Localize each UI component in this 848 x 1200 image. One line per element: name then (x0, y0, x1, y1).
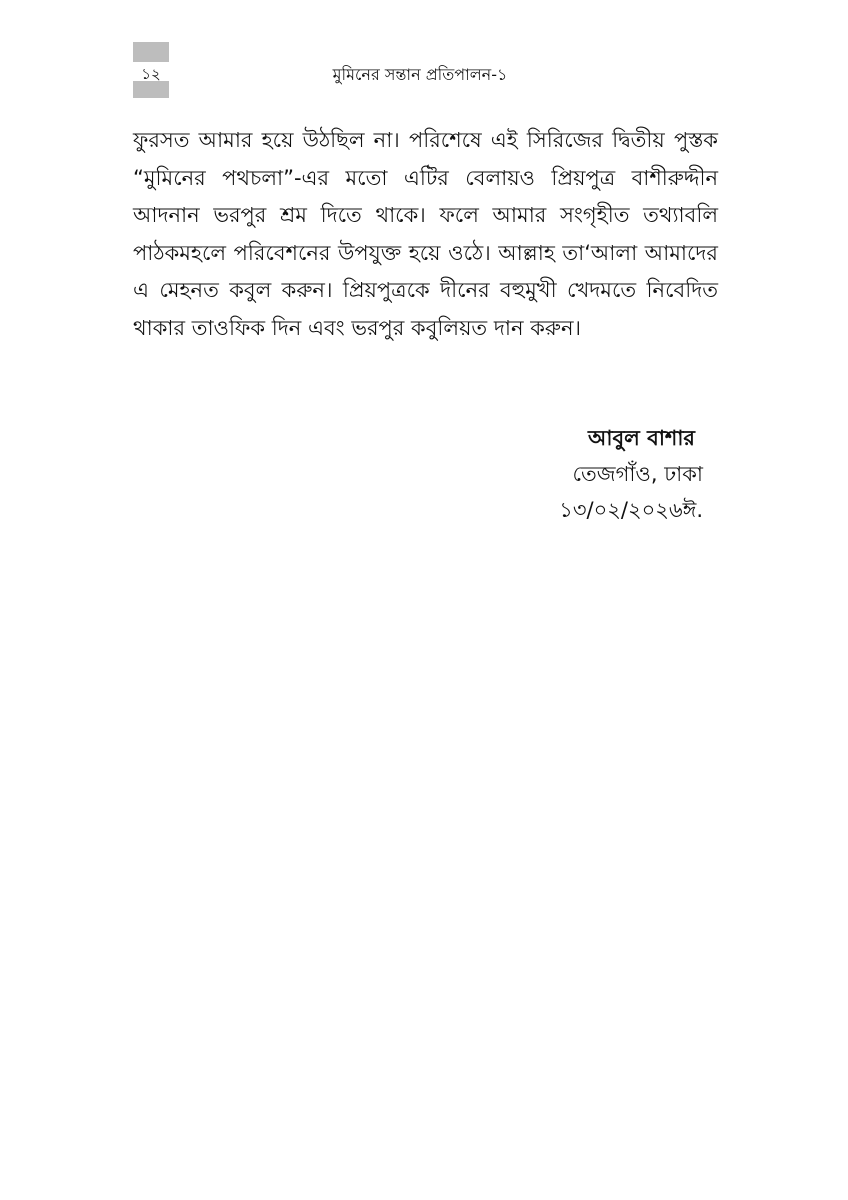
signature-author: আবুল বাশার (588, 426, 695, 450)
signature-date: ১৩/০২/২০২৬ঈ. (559, 498, 703, 522)
body-line: ফুরসত আমার হয়ে উঠছিল না। পরিশেষে এই সিরিজের দ্বিতীয় পুস্তক (133, 128, 718, 152)
body-paragraph (133, 122, 718, 347)
signature-block (559, 420, 703, 528)
body-line: থাকার তাওফিক দিন এবং ভরপুর কবুলিয়ত দান করুন। (133, 315, 582, 340)
body-line: পাঠকমহলে পরিবেশনের উপযুক্ত হয়ে ওঠে। আল্লাহ তা‘আলা আমাদের (133, 240, 718, 265)
signature-place: তেজগাঁও, ঢাকা (572, 462, 703, 486)
running-header-title: মুমিনের সন্তান প্রতিপালন-১ (332, 65, 508, 84)
body-line: আদনান ভরপুর শ্রম দিতে থাকে। ফলে আমার সংগৃহীত তথ্যাবলি (133, 203, 718, 227)
body-line: এ মেহনত কবুল করুন। প্রিয়পুত্রকে দীনের বহুমুখী খেদমতে নিবেদিত (133, 278, 718, 302)
body-line: “মুমিনের পথচলা”-এর মতো এটির বেলায়ও প্রিয়পুত্র বাশীরুদ্দীন (133, 165, 718, 190)
page-number: ১২ (141, 65, 161, 83)
